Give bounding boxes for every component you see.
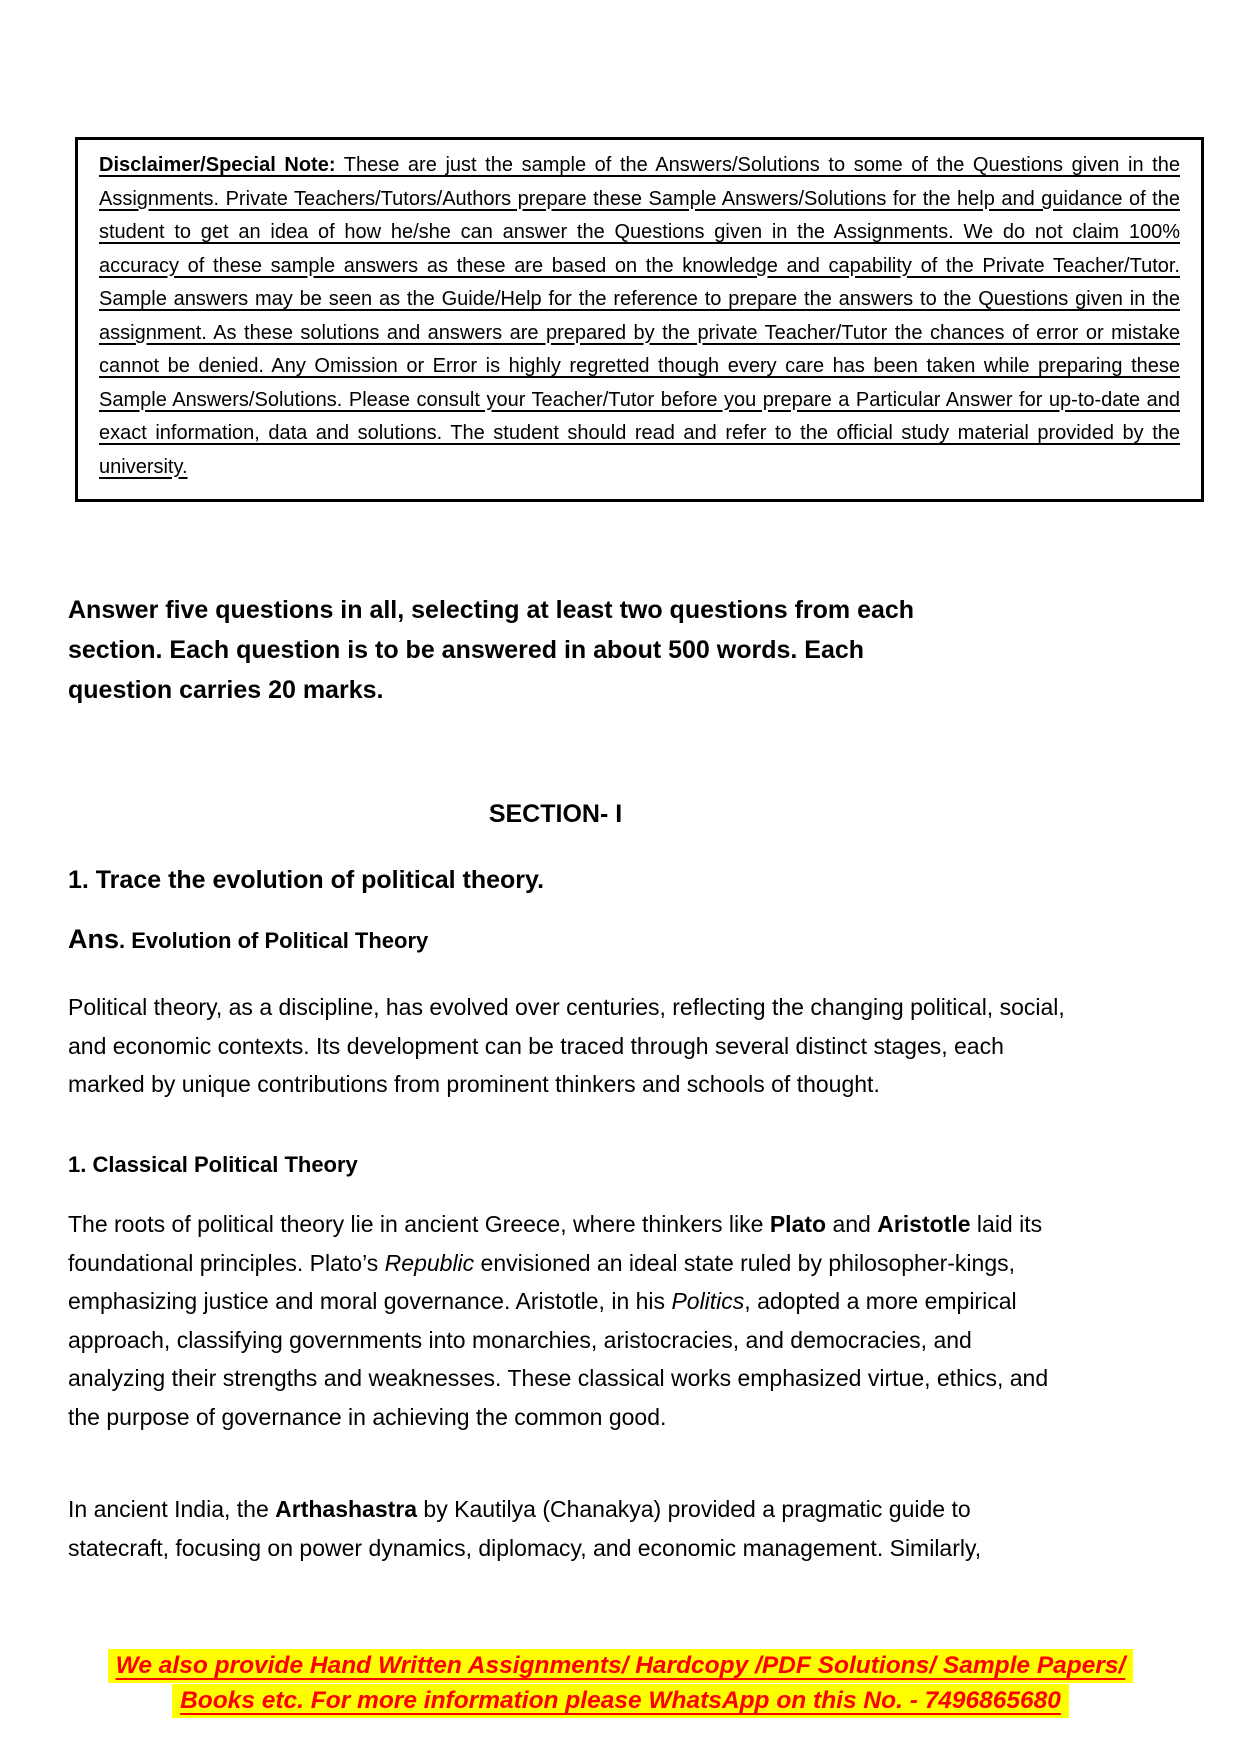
term-arthashastra: Arthashastra: [275, 1496, 418, 1522]
footer-line-1: [70, 1652, 1171, 1680]
term-politics: Politics: [671, 1288, 745, 1315]
text-segment: by Kautilya (Chanakya) provided a pragmatic guide to statecraft, focusing on power dynamics, diplomacy, and economic management. Similarly,: [68, 1496, 982, 1561]
subheading-classical-theory: 1. Classical Political Theory: [68, 1152, 358, 1177]
footer-banner: [70, 1652, 1171, 1722]
ans-label: Ans: [68, 924, 120, 954]
footer-highlight-text: We also provide Hand Written Assignments/ Hardcopy /PDF Solutions/ Sample Papers/: [108, 1649, 1134, 1683]
paragraph-ancient-india: [68, 1490, 1073, 1567]
disclaimer-text: [99, 149, 1180, 484]
term-aristotle: Aristotle: [877, 1211, 971, 1237]
answer-title: Evolution of Political Theory: [131, 928, 429, 953]
exam-instructions: Answer five questions in all, selecting at least two questions from each section. Each question is to be answered in about 500 words. Each question carries 20 marks.: [68, 596, 915, 704]
paragraph-classical-theory: [68, 1205, 1073, 1437]
text-segment: laid its foundational principles. Plato’s: [68, 1211, 1043, 1276]
answer-heading: [68, 924, 428, 955]
question-title: 1. Trace the evolution of political theory.: [68, 866, 545, 894]
disclaimer-box: [75, 137, 1204, 502]
section-heading: SECTION- I: [488, 800, 623, 828]
term-republic: Republic: [384, 1249, 475, 1276]
disclaimer-body: These are just the sample of the Answers/Solutions to some of the Questions given in the Assignments. Private Teachers/Tutors/Authors prepare these Sample Answers/Solutions for the help and guidance of the student to get an idea of how he/she can answer the Questions given in the Assignments. We do not claim 100% accuracy of these sample answers as these are based on the knowledge and capability of the Private Teacher/Tutor. Sample answers may be seen as the Guide/Help for the reference to prepare the answers to the Questions given in the assignment. As these solutions and answers are prepared by the private Teacher/Tutor the chances of error or mistake cannot be denied. Any Omission or Error is highly regretted though every care has been taken while preparing these Sample Answers/Solutions. Please consult your Teacher/Tutor before you prepare a Particular Answer for up-to-date and exact information, data and solutions. The student should read and refer to the official study material provided by the university.: [99, 154, 1180, 478]
text-segment: In ancient India, the: [68, 1496, 276, 1522]
text-segment: envisioned an ideal state ruled by philosopher-kings, emphasizing justice and moral governance. Aristotle, in his: [68, 1249, 1016, 1315]
paragraph-evolution-intro: Political theory, as a discipline, has evolved over centuries, reflecting the changing political, social, and economic contexts. Its development can be traced through several distinct stages, each marked by unique contributions from prominent thinkers and schools of thought.: [68, 994, 1065, 1098]
term-plato: Plato: [769, 1211, 827, 1237]
text-segment: , adopted a more empirical approach, classifying governments into monarchies, aristocracies, and democracies, and analyzing their strengths and weaknesses. These classical works emphasized virtue, ethics, and the purpose of governance in achieving the common good.: [68, 1288, 1049, 1430]
disclaimer-label: Disclaimer/Special Note:: [99, 154, 336, 176]
ans-separator: .: [119, 928, 132, 953]
footer-whatsapp-number: Books etc. For more information please WhatsApp on this No. - 7496865680: [172, 1684, 1069, 1718]
text-segment: The roots of political theory lie in ancient Greece, where thinkers like: [68, 1211, 770, 1237]
text-segment: and: [826, 1211, 878, 1237]
footer-line-2: [70, 1687, 1171, 1715]
